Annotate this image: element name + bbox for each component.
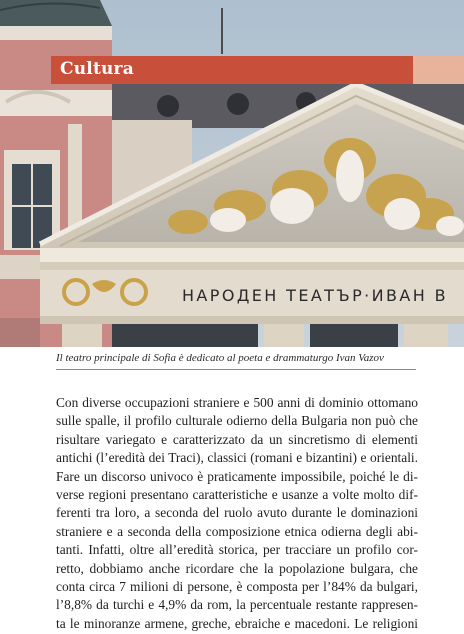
body-line: verse regioni presentano caratteristiche e usanze a volte molto dif- <box>56 487 418 503</box>
body-line: ta le minoranze armene, greche, ebraiche e macedoni. Le religioni <box>56 615 418 631</box>
body-line: retto, dobbiamo anche ricordare che la popolazione bulgara, che <box>56 560 418 576</box>
inscription-text: НАРОДЕН ТЕАТЪР·ИВАН В <box>182 286 448 305</box>
body-line: l’8,8% da turchi e 4,9% da rom, la percentuale restante rappresen- <box>56 597 418 613</box>
body-line: straniere e a seconda della composizione etnica odierna degli abi- <box>56 523 418 539</box>
caption-divider <box>56 369 416 370</box>
body-line: sulle spalle, il profilo culturale odierno della Bulgaria non può che <box>56 413 418 429</box>
body-line: Con diverse occupazioni straniere e 500 anni di dominio ottomano <box>56 395 418 410</box>
banner-accent <box>413 56 464 84</box>
body-line: conta circa 7 milioni di persone, è composta per l’84% da bulgari, <box>56 579 418 595</box>
photo-caption: Il teatro principale di Sofia è dedicato al poeta e drammaturgo Ivan Vazov <box>56 352 384 364</box>
body-line: antichi (l’eredità dei Traci), classici (romani e bizantini) e orientali. <box>56 450 418 466</box>
body-line: tanti. Infatti, oltre all’eredità storica, per tracciare un profilo cor- <box>56 542 418 558</box>
body-line: ferenti tra loro, a seconda del ruolo avuto durante le dominazioni <box>56 505 418 521</box>
body-line: Fare un discorso univoco è praticamente impossibile, poiché le di- <box>56 468 418 484</box>
body-paragraph <box>56 394 418 633</box>
body-line: risultare variegato e caratterizzato da un sincretismo di elementi <box>56 431 418 447</box>
section-title: Cultura <box>60 59 134 79</box>
section-banner <box>51 56 413 84</box>
